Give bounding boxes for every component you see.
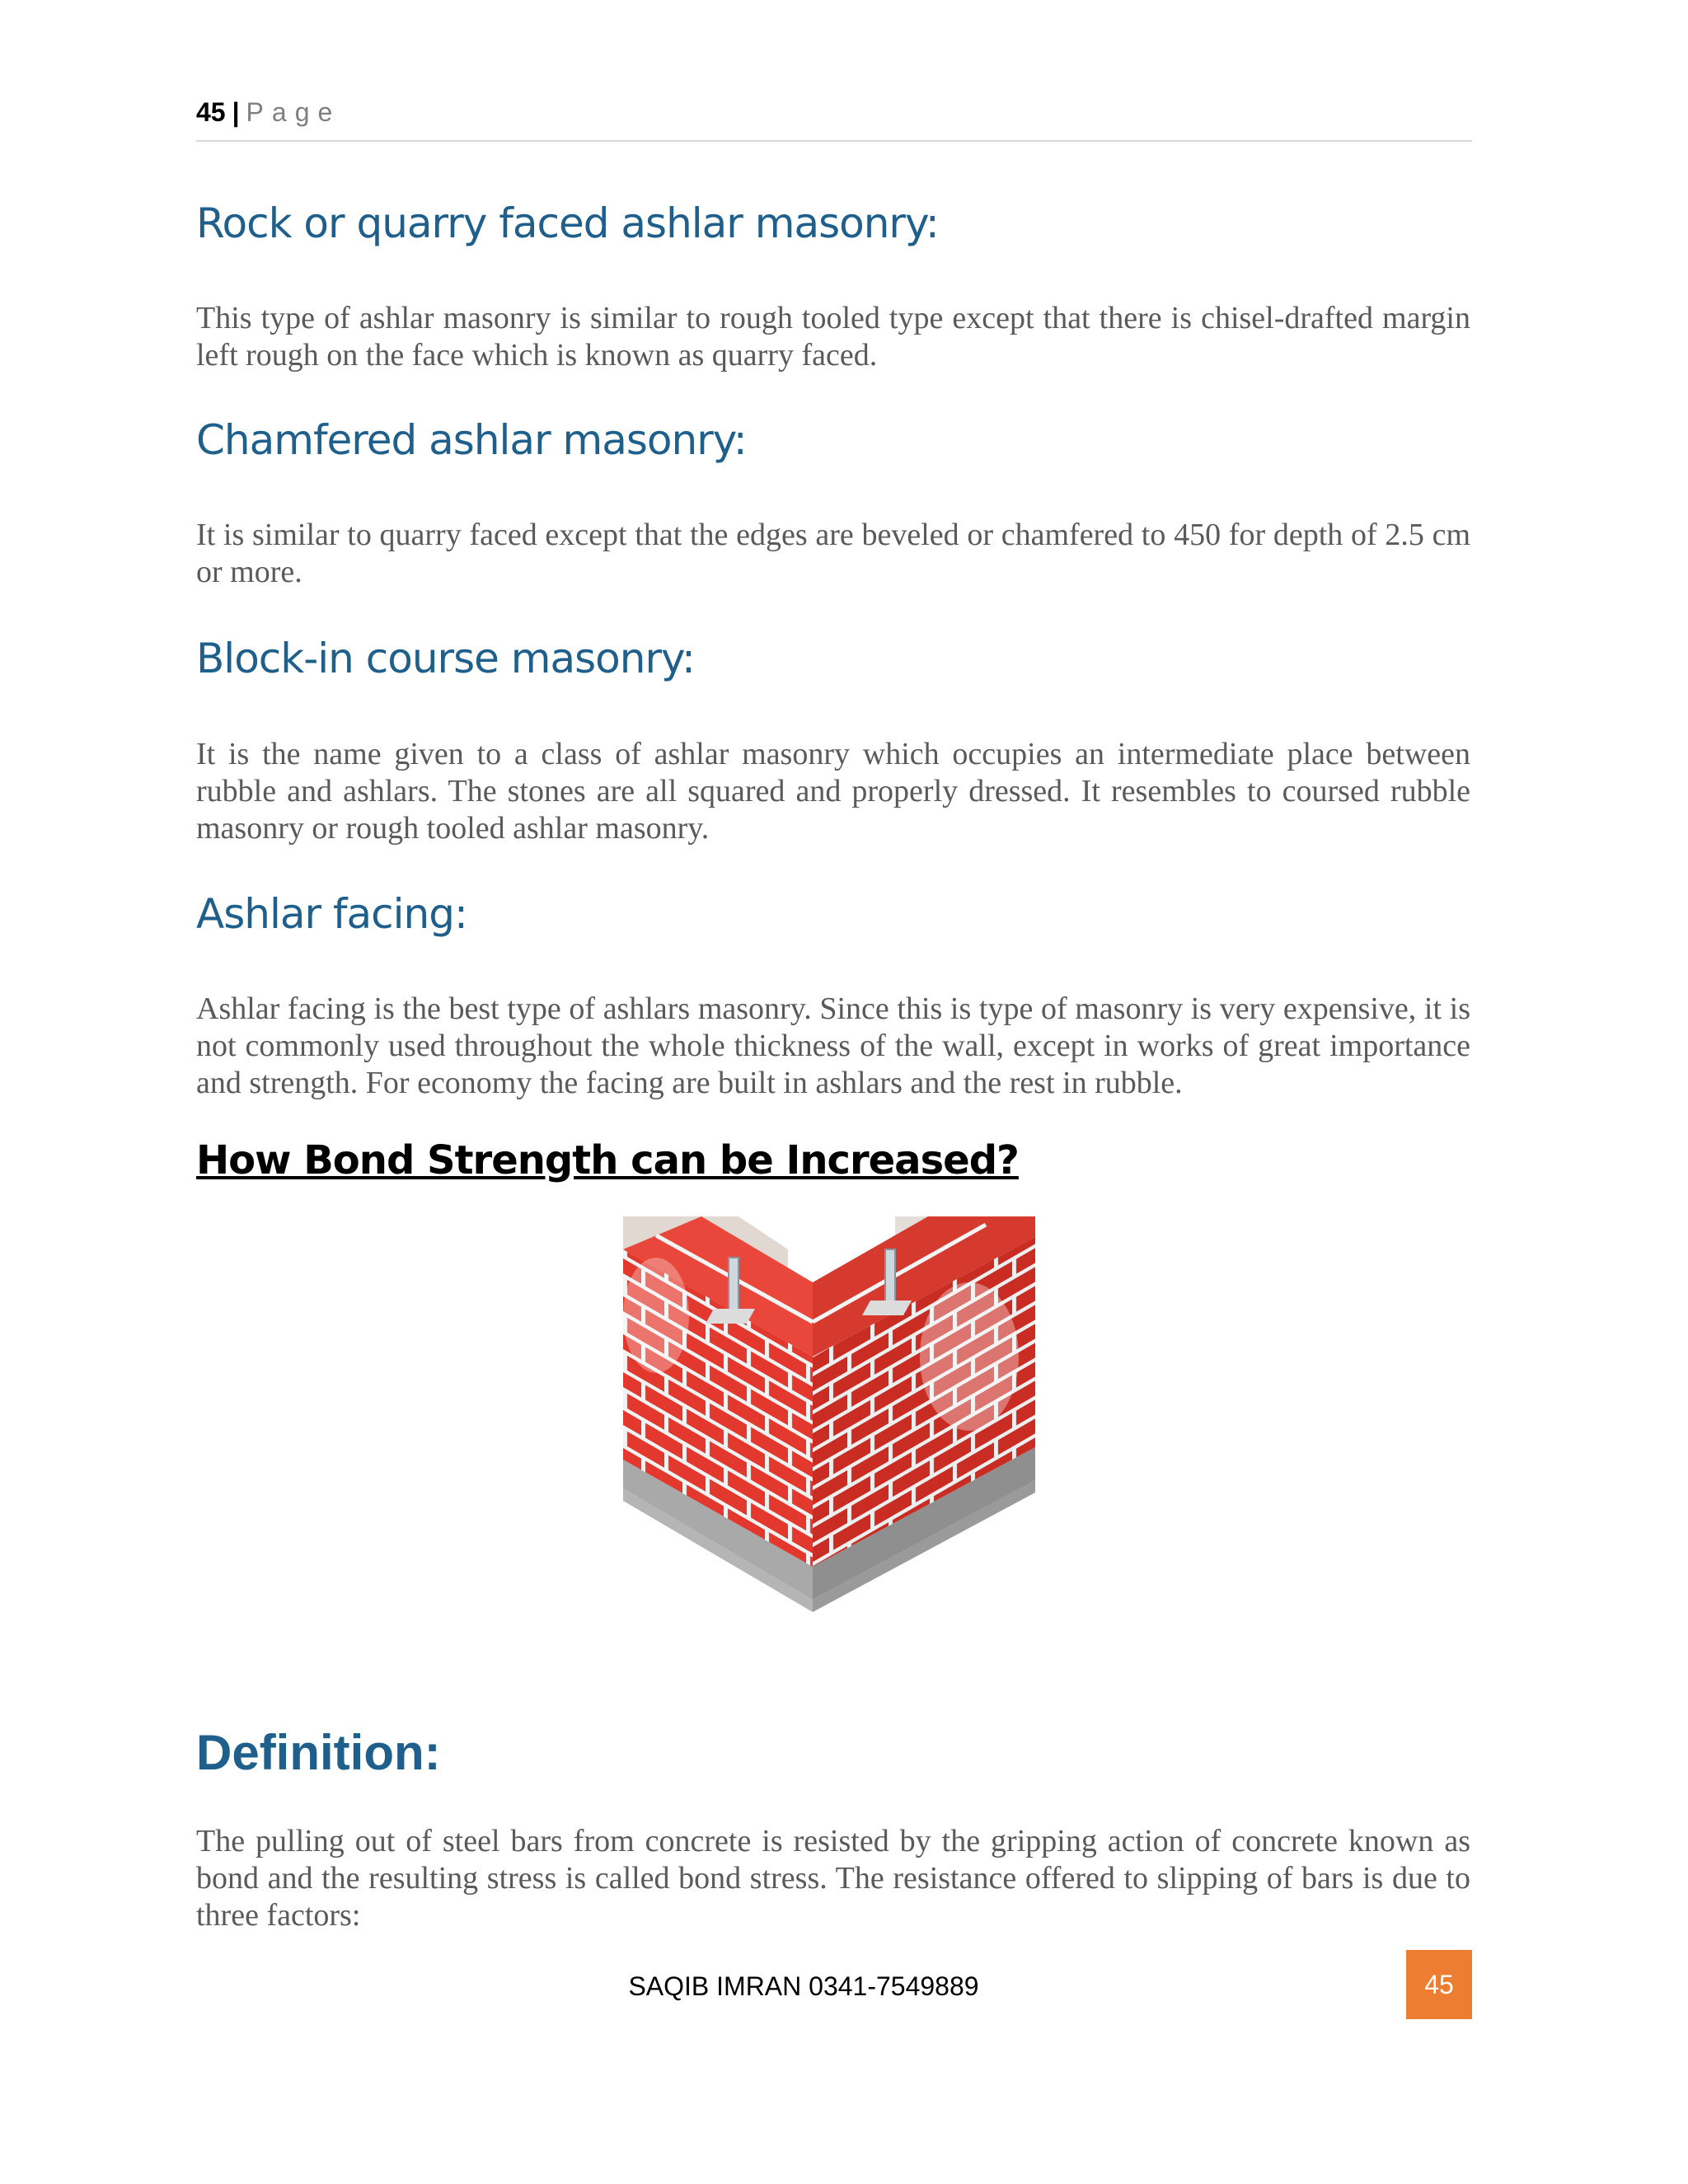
- header-page-number: 45: [196, 97, 226, 127]
- header-separator: |: [232, 97, 240, 127]
- section-heading-block-in-course: Block-in course masonry:: [196, 635, 695, 682]
- section-body-ashlar-facing: Ashlar facing is the best type of ashlars masonry. Since this is type of masonry is very expensive, it is not commonly used throughout the whole thickness of the wall, except in works of great importance and strength. For economy the facing are built in ashlars and the rest in rubble.: [196, 991, 1470, 1100]
- definition-heading: Definition:: [196, 1725, 441, 1780]
- definition-body: The pulling out of steel bars from concrete is resisted by the gripping action of concrete known as bond and the resulting stress is called bond stress. The resistance offered to slipping of bars is due to three factors:: [196, 1824, 1470, 1933]
- header-page-word: Page: [246, 97, 341, 127]
- section-body-block-in-course: It is the name given to a class of ashlar masonry which occupies an intermediate place between rubble and ashlars. The stones are all squared and properly dressed. It resembles to coursed rubble masonry or rough tooled ashlar masonry.: [196, 737, 1470, 846]
- section-body-chamfered: It is similar to quarry faced except that the edges are beveled or chamfered to 450 for depth of 2.5 cm or more.: [196, 518, 1470, 589]
- page-header: [196, 97, 1472, 142]
- section-heading-ashlar-facing: Ashlar facing:: [196, 890, 467, 938]
- footer-page-number-box: 45: [1406, 1950, 1472, 2019]
- section-heading-quarry-faced: Rock or quarry faced ashlar masonry:: [196, 199, 939, 247]
- footer-author: SAQIB IMRAN 0341-7549889: [628, 1971, 979, 2001]
- section-body-quarry-faced: This type of ashlar masonry is similar to rough tooled type except that there is chisel-drafted margin left rough on the face which is known as quarry faced.: [196, 301, 1470, 373]
- bond-strength-heading: How Bond Strength can be Increased?: [196, 1137, 1019, 1183]
- brick-corner-illustration: [623, 1216, 1035, 1612]
- section-heading-chamfered: Chamfered ashlar masonry:: [196, 416, 747, 464]
